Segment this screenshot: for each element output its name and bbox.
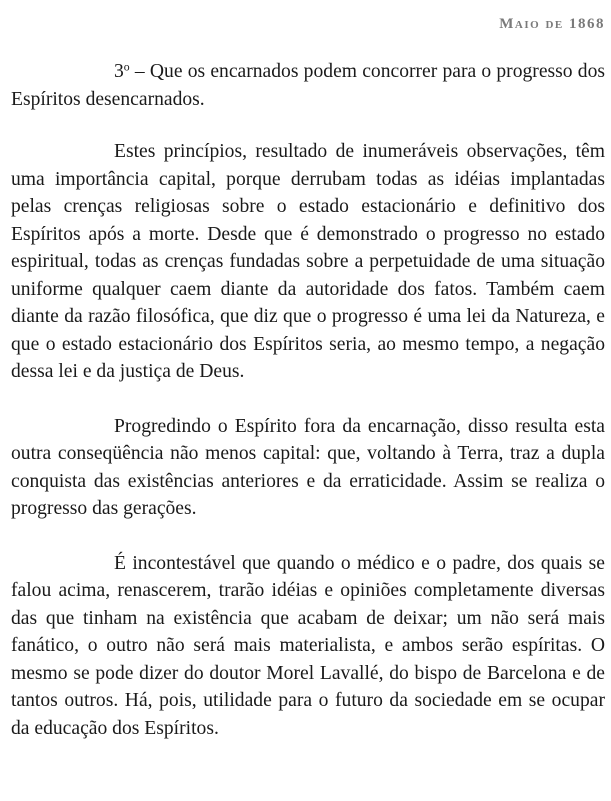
item-number: 3 [114,61,124,82]
ordinal-indicator: o [123,60,130,74]
document-page [11,0,605,769]
paragraph-2: Estes princípios, resultado de inumeráveis observações, têm uma importância capital, porque derrubam todas as idéias implantadas pelas crenças religiosas sobre o estado estacionário e definitivo dos Espíritos após a morte. Desde que é demonstrado o progresso no estado espiritual, todas as crenças fundadas sobre a perpetuidade de uma situação uniforme qualquer caem diante da autoridade dos fatos. Também caem diante da razão filosófica, que diz que o progresso é uma lei da Natureza, e que o estado estacionário dos Espíritos seria, ao mesmo tempo, a negação dessa lei e da justiça de Deus. [11,141,605,382]
paragraph-1 [11,58,605,113]
paragraph-4: É incontestável que quando o médico e o padre, dos quais se falou acima, renascerem, trarão idéias e opiniões completamente diversas das que tinham na existência que acabam de deixar; um não será mais fanático, o outro não será mais materialista, e ambos serão espíritas. O mesmo se pode dizer do doutor Morel Lavallé, do bispo de Barcelona e de tantos outros. Há, pois, utilidade para o futuro da sociedade em se ocupar da educação dos Espíritos. [11,552,605,739]
running-header: Maio de 1868 [499,16,605,32]
paragraph-3: Progredindo o Espírito fora da encarnação, disso resulta esta outra conseqüência não menos capital: que, voltando à Terra, traz a dupla conquista das existências anteriores e da erraticidade. Assim se realiza o progresso das gerações. [11,415,605,519]
paragraph-1-text: – Que os encarnados podem concorrer para o progresso dos Espíritos desencarnados. [11,61,605,110]
